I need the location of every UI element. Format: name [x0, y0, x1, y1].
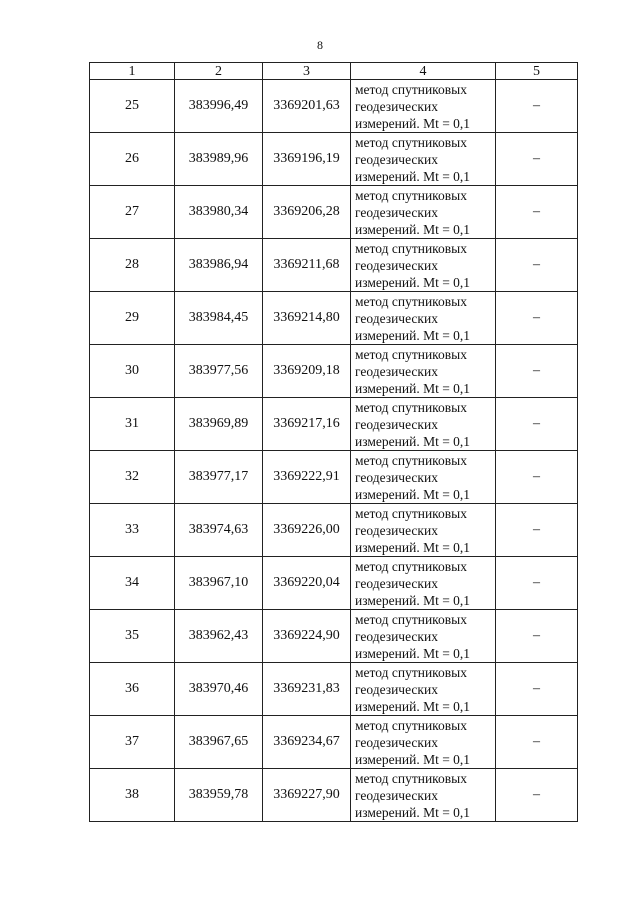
column-header: 3 [263, 63, 351, 80]
x-coordinate-cell: 383984,45 [175, 292, 263, 345]
point-number-cell: 35 [90, 610, 175, 663]
method-line: метод спутниковых [355, 770, 467, 786]
x-coordinate-cell: 383986,94 [175, 239, 263, 292]
note-cell: – [496, 663, 578, 716]
method-cell [351, 769, 496, 822]
method-line: метод спутниковых [355, 611, 467, 627]
method-line: метод спутниковых [355, 293, 467, 309]
table-row [90, 80, 578, 133]
method-line: метод спутниковых [355, 452, 467, 468]
method-cell [351, 133, 496, 186]
method-cell [351, 80, 496, 133]
note-cell: – [496, 557, 578, 610]
y-coordinate-cell: 3369209,18 [263, 345, 351, 398]
x-coordinate-cell: 383989,96 [175, 133, 263, 186]
method-cell [351, 610, 496, 663]
x-coordinate-cell: 383959,78 [175, 769, 263, 822]
method-line: геодезических [355, 469, 438, 485]
table-row [90, 769, 578, 822]
method-cell [351, 186, 496, 239]
note-cell: – [496, 769, 578, 822]
x-coordinate-cell: 383980,34 [175, 186, 263, 239]
note-cell: – [496, 292, 578, 345]
method-line: метод спутниковых [355, 558, 467, 574]
method-line: метод спутниковых [355, 346, 467, 362]
y-coordinate-cell: 3369217,16 [263, 398, 351, 451]
method-cell [351, 716, 496, 769]
coordinates-table [89, 62, 578, 822]
table-row [90, 398, 578, 451]
note-cell: – [496, 345, 578, 398]
page-number: 8 [317, 38, 323, 52]
method-line: метод спутниковых [355, 81, 467, 97]
y-coordinate-cell: 3369206,28 [263, 186, 351, 239]
note-cell: – [496, 610, 578, 663]
method-line: геодезических [355, 734, 438, 750]
method-line: геодезических [355, 787, 438, 803]
point-number-cell: 36 [90, 663, 175, 716]
method-line: измерений. Mt = 0,1 [355, 168, 471, 184]
method-line: геодезических [355, 681, 438, 697]
x-coordinate-cell: 383970,46 [175, 663, 263, 716]
point-number-cell: 33 [90, 504, 175, 557]
x-coordinate-cell: 383996,49 [175, 80, 263, 133]
method-line: измерений. Mt = 0,1 [355, 380, 471, 396]
x-coordinate-cell: 383967,65 [175, 716, 263, 769]
point-number-cell: 34 [90, 557, 175, 610]
method-line: метод спутниковых [355, 187, 467, 203]
method-line: геодезических [355, 310, 438, 326]
point-number-cell: 25 [90, 80, 175, 133]
y-coordinate-cell: 3369224,90 [263, 610, 351, 663]
method-line: геодезических [355, 98, 438, 114]
method-line: метод спутниковых [355, 134, 467, 150]
y-coordinate-cell: 3369214,80 [263, 292, 351, 345]
point-number-cell: 28 [90, 239, 175, 292]
table-row [90, 716, 578, 769]
method-line: метод спутниковых [355, 717, 467, 733]
method-line: метод спутниковых [355, 399, 467, 415]
note-cell: – [496, 133, 578, 186]
point-number-cell: 26 [90, 133, 175, 186]
method-line: измерений. Mt = 0,1 [355, 539, 471, 555]
method-line: измерений. Mt = 0,1 [355, 804, 471, 820]
note-cell: – [496, 80, 578, 133]
method-cell [351, 557, 496, 610]
column-header: 1 [90, 63, 175, 80]
column-header: 4 [351, 63, 496, 80]
note-cell: – [496, 398, 578, 451]
method-line: метод спутниковых [355, 240, 467, 256]
y-coordinate-cell: 3369226,00 [263, 504, 351, 557]
method-line: измерений. Mt = 0,1 [355, 274, 471, 290]
y-coordinate-cell: 3369211,68 [263, 239, 351, 292]
note-cell: – [496, 186, 578, 239]
table-row [90, 557, 578, 610]
method-cell [351, 504, 496, 557]
point-number-cell: 38 [90, 769, 175, 822]
method-cell [351, 345, 496, 398]
point-number-cell: 37 [90, 716, 175, 769]
method-line: метод спутниковых [355, 664, 467, 680]
y-coordinate-cell: 3369201,63 [263, 80, 351, 133]
note-cell: – [496, 504, 578, 557]
table-row [90, 451, 578, 504]
method-cell [351, 239, 496, 292]
method-line: геодезических [355, 151, 438, 167]
table-row [90, 133, 578, 186]
method-line: геодезических [355, 204, 438, 220]
table-row [90, 292, 578, 345]
x-coordinate-cell: 383962,43 [175, 610, 263, 663]
method-line: измерений. Mt = 0,1 [355, 698, 471, 714]
column-header: 5 [496, 63, 578, 80]
note-cell: – [496, 239, 578, 292]
column-header: 2 [175, 63, 263, 80]
method-line: геодезических [355, 363, 438, 379]
method-line: геодезических [355, 522, 438, 538]
method-cell [351, 398, 496, 451]
table-row [90, 239, 578, 292]
method-cell [351, 451, 496, 504]
table-row [90, 610, 578, 663]
point-number-cell: 31 [90, 398, 175, 451]
y-coordinate-cell: 3369234,67 [263, 716, 351, 769]
y-coordinate-cell: 3369231,83 [263, 663, 351, 716]
method-line: геодезических [355, 257, 438, 273]
method-line: измерений. Mt = 0,1 [355, 221, 471, 237]
note-cell: – [496, 451, 578, 504]
method-line: измерений. Mt = 0,1 [355, 592, 471, 608]
method-line: измерений. Mt = 0,1 [355, 327, 471, 343]
x-coordinate-cell: 383974,63 [175, 504, 263, 557]
method-line: измерений. Mt = 0,1 [355, 115, 471, 131]
method-line: метод спутниковых [355, 505, 467, 521]
point-number-cell: 27 [90, 186, 175, 239]
x-coordinate-cell: 383977,56 [175, 345, 263, 398]
table-row [90, 186, 578, 239]
x-coordinate-cell: 383967,10 [175, 557, 263, 610]
method-line: измерений. Mt = 0,1 [355, 645, 471, 661]
point-number-cell: 29 [90, 292, 175, 345]
table-header-row [90, 63, 578, 80]
table-row [90, 504, 578, 557]
table-body [90, 80, 578, 822]
x-coordinate-cell: 383969,89 [175, 398, 263, 451]
y-coordinate-cell: 3369222,91 [263, 451, 351, 504]
method-line: измерений. Mt = 0,1 [355, 751, 471, 767]
method-cell [351, 292, 496, 345]
y-coordinate-cell: 3369227,90 [263, 769, 351, 822]
point-number-cell: 30 [90, 345, 175, 398]
table-row [90, 663, 578, 716]
method-line: геодезических [355, 416, 438, 432]
method-line: измерений. Mt = 0,1 [355, 486, 471, 502]
note-cell: – [496, 716, 578, 769]
method-line: измерений. Mt = 0,1 [355, 433, 471, 449]
point-number-cell: 32 [90, 451, 175, 504]
method-line: геодезических [355, 575, 438, 591]
table-row [90, 345, 578, 398]
method-line: геодезических [355, 628, 438, 644]
y-coordinate-cell: 3369220,04 [263, 557, 351, 610]
y-coordinate-cell: 3369196,19 [263, 133, 351, 186]
x-coordinate-cell: 383977,17 [175, 451, 263, 504]
method-cell [351, 663, 496, 716]
